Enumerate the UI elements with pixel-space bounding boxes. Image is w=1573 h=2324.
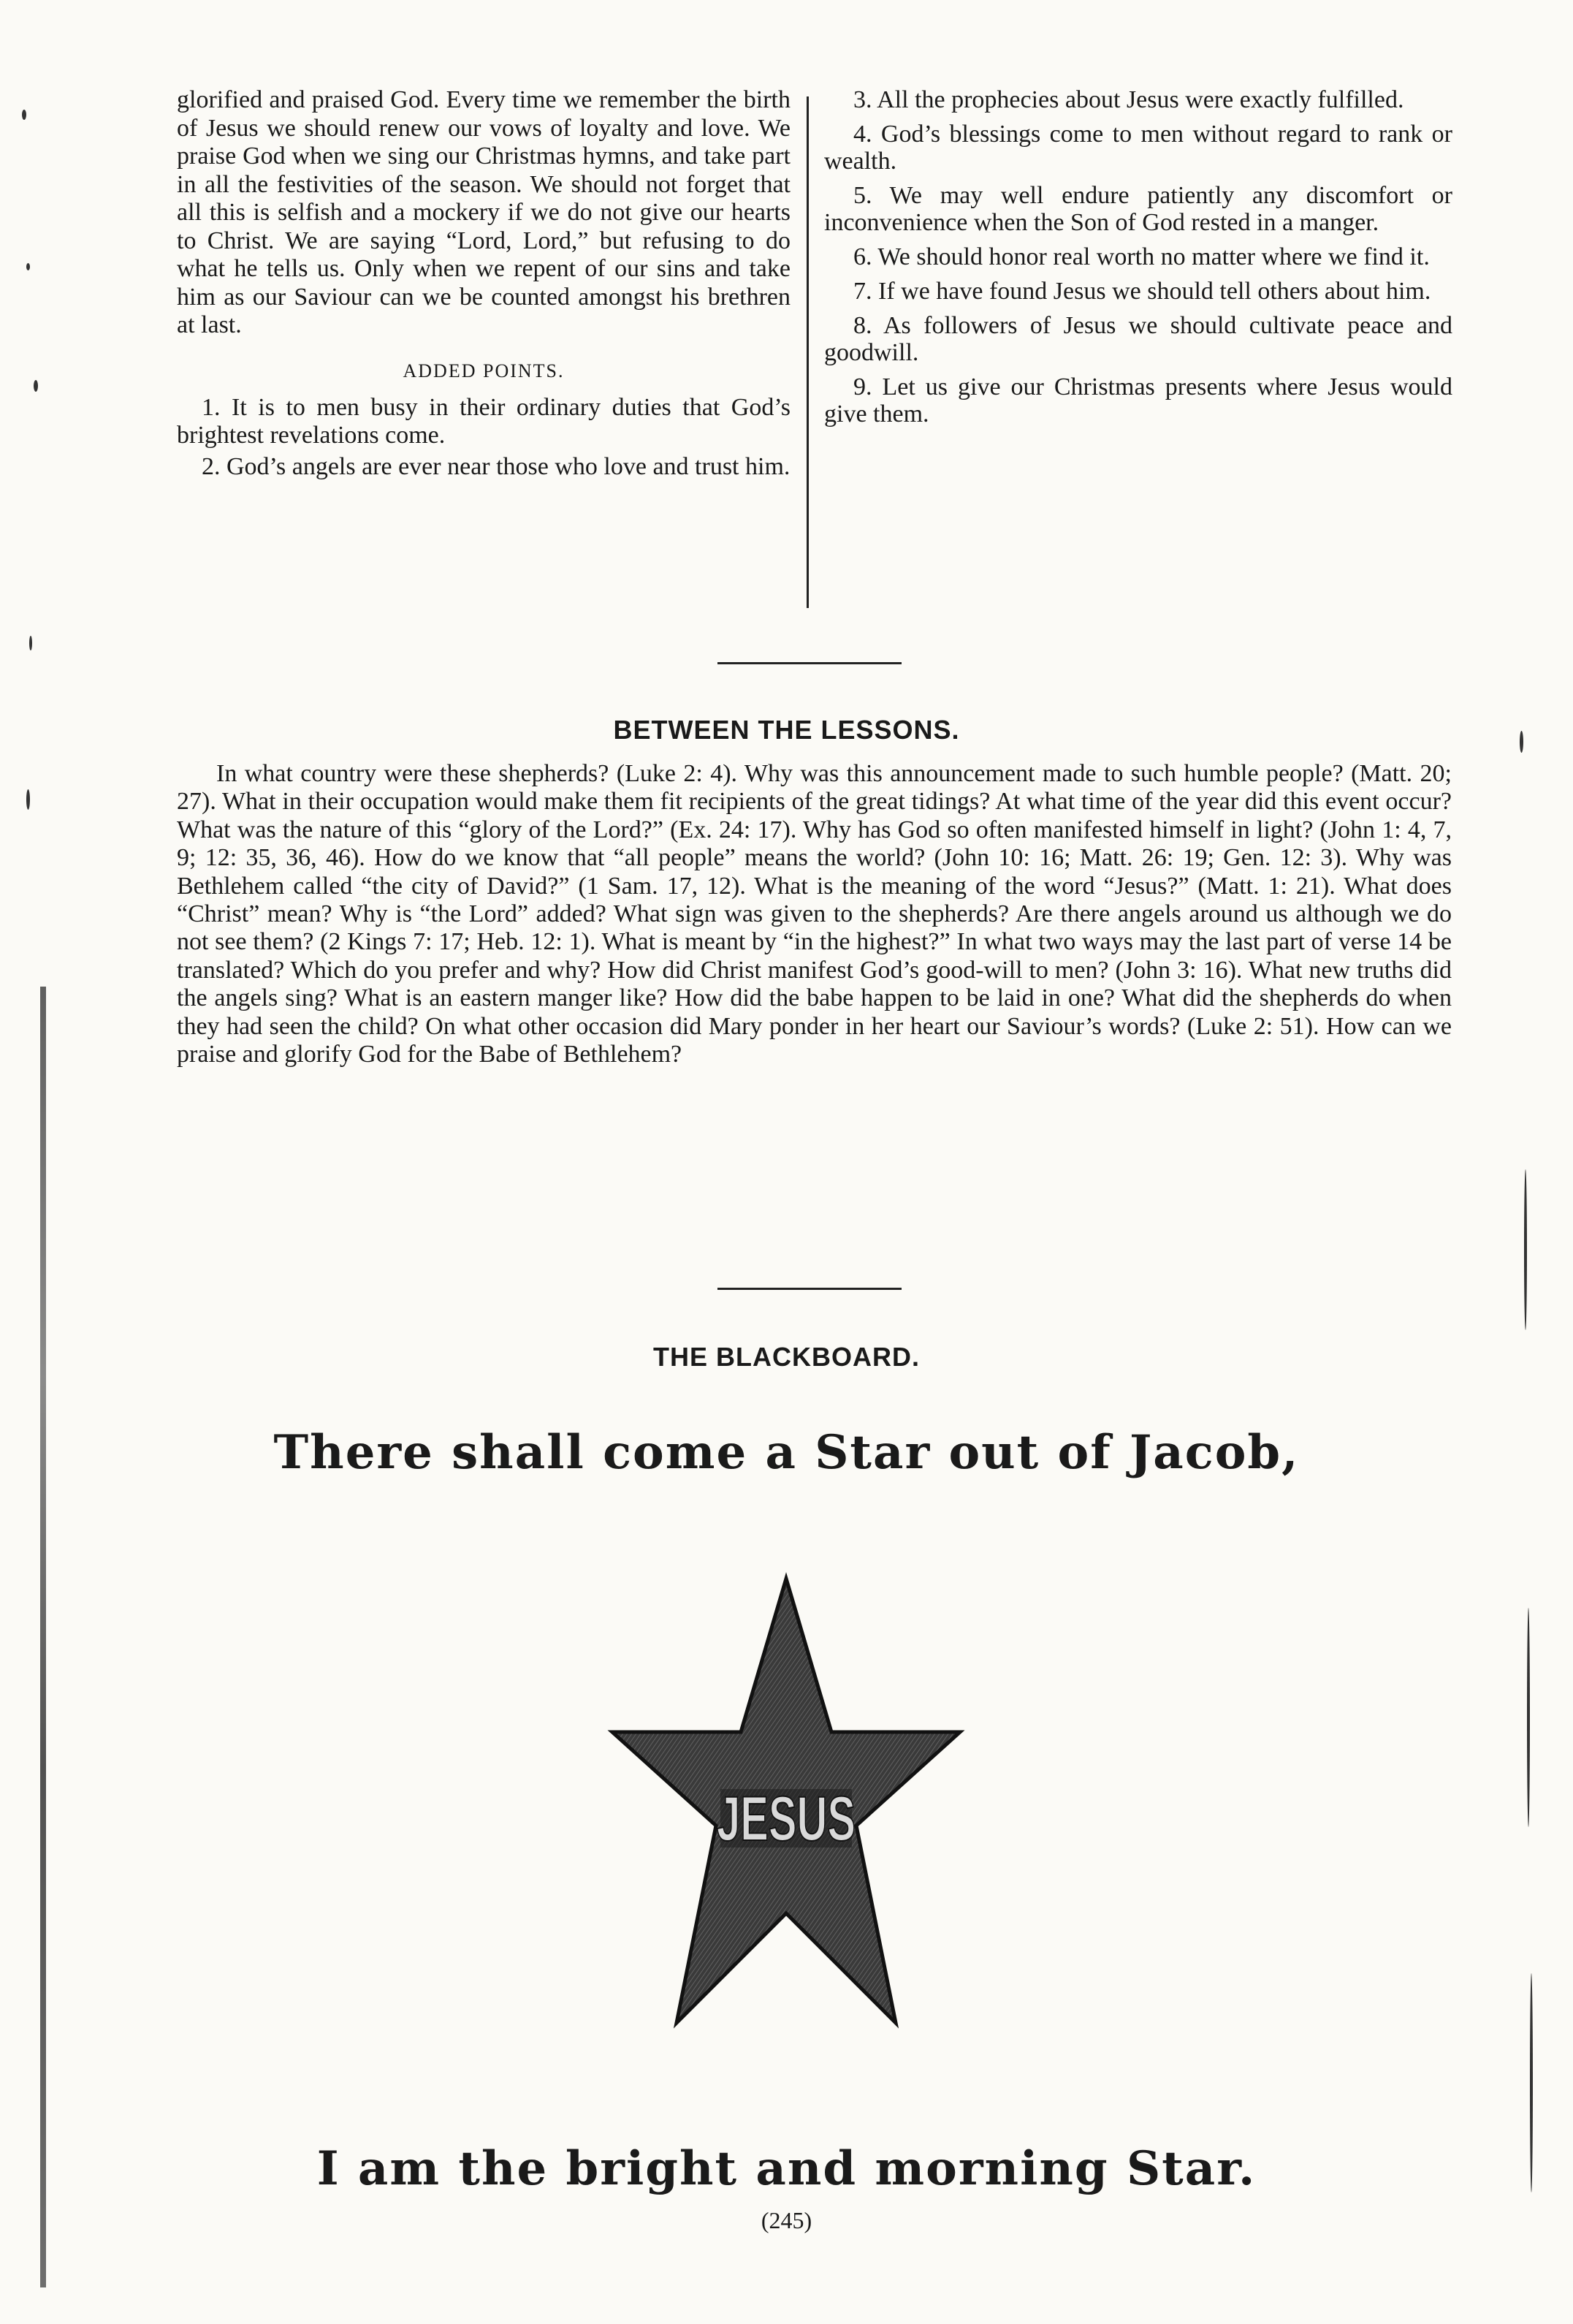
section-rule	[717, 1288, 902, 1290]
right-column	[824, 86, 1452, 435]
added-point: 8. As followers of Jesus we should cultivate peace and goodwill.	[824, 312, 1452, 366]
blackboard-top-line: There shall come a Star out of Jacob,	[273, 1425, 1300, 1480]
added-point: 4. God’s blessings come to men without regard to rank or wealth.	[824, 121, 1452, 175]
added-point: 1. It is to men busy in their ordinary duties that God’s brightest revelations come.	[177, 393, 791, 449]
added-point: 2. God’s angels are ever near those who love and trust him.	[202, 452, 791, 480]
between-lessons-heading: BETWEEN THE LESSONS.	[613, 715, 960, 745]
scan-speck	[22, 110, 26, 120]
two-column-section	[177, 86, 1452, 609]
left-column	[177, 86, 791, 484]
blackboard-bottom-line: I am the bright and morning Star.	[316, 2141, 1257, 2196]
added-point: 3. All the prophecies about Jesus were exactly fulfilled.	[853, 86, 1404, 113]
added-points-heading: ADDED POINTS.	[403, 360, 565, 381]
blackboard-heading: THE BLACKBOARD.	[653, 1342, 920, 1372]
scan-speck	[26, 789, 30, 810]
page-number: (245)	[761, 2207, 812, 2233]
scan-speck	[1527, 1608, 1530, 1827]
scan-speck	[26, 263, 30, 270]
added-point: 6. We should honor real worth no matter where we find it.	[853, 243, 1430, 270]
star-icon	[603, 1570, 969, 2052]
left-column-paragraph: glorified and praised God. Every time we remember the birth of Jesus we should renew our vows of loyalty and love. We praise God when we sing our Christmas hymns, and take part in all the festivities of the season. We should not forget that all this is selfish and a mockery if we do not give our hearts to Christ. We are saying “Lord, Lord,” but refusing to do what he tells us. Only when we repent of our sins and take him as our Saviour can we be counted amongst his brethren at last.	[177, 86, 791, 338]
scan-speck	[34, 380, 38, 392]
star-word: JESUS	[717, 1784, 856, 1854]
added-point: 7. If we have found Jesus we should tell others about him.	[853, 278, 1431, 305]
scan-speck	[29, 636, 32, 650]
section-rule	[717, 662, 902, 664]
scan-speck	[1524, 1169, 1527, 1330]
between-lessons-body: In what country were these shepherds? (Luke 2: 4). Why was this announcement made to such humble people? (Matt. 20; 27). What in their occupation would make them fit recipients of the great tidings? At what time of the year did this event occur? What was the nature of this “glory of the Lord?” (Ex. 24: 17). Why has God so often manifested himself in light? (John 1: 4, 7, 9; 12: 35, 36, 46). How do we know that “all people” means the world? (John 10: 16; Matt. 26: 19; Gen. 12: 3). Why was Bethlehem called “the city of David?” (1 Sam. 17, 12). What is the meaning of the word “Jesus?” (Matt. 1: 21). What does “Christ” mean? Why is “the Lord” added? What sign was given to the shepherds? Are there angels around us although we do not see them? (2 Kings 7: 17; Heb. 12: 1). What is meant by “in the highest?” In what two ways may the last part of verse 14 be translated? Which do you prefer and why? How did Christ manifest God’s good-will to men? (John 3: 16). What new truths did the angels sing? What is an eastern manger like? How did the babe happen to be laid in one? What did the shepherds do when they had seen the child? On what other occasion did Mary ponder in her heart our Saviour’s words? (Luke 2: 51). How can we praise and glorify God for the Babe of Bethlehem?	[177, 760, 1452, 1068]
added-point: 5. We may well endure patiently any discomfort or inconvenience when the Son of God rested in a manger.	[824, 182, 1452, 236]
column-divider	[807, 96, 809, 608]
scan-margin-line	[40, 987, 46, 2287]
added-point: 9. Let us give our Christmas presents where Jesus would give them.	[824, 373, 1452, 428]
